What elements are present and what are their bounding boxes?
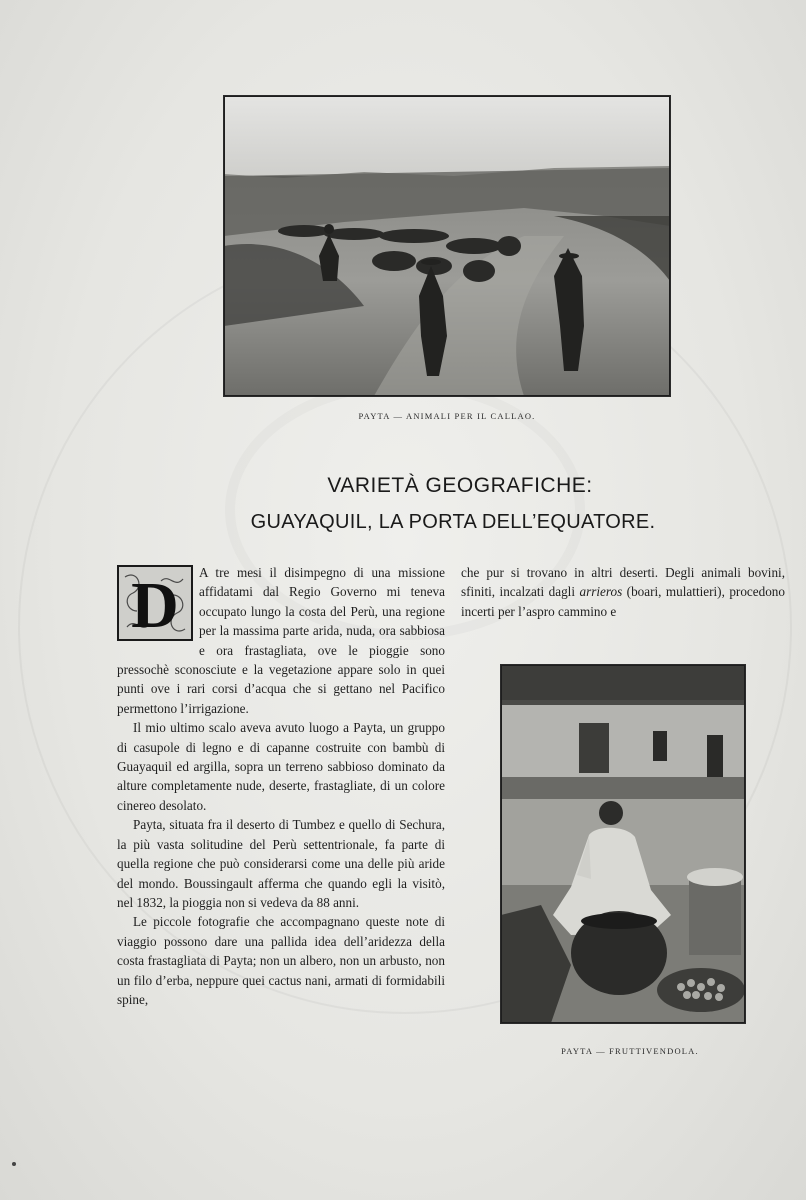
photo-fruit-vendor [501, 665, 745, 1023]
ornament-icon [119, 567, 191, 639]
article-supertitle: VARIETÀ GEOGRAFICHE: [327, 474, 593, 497]
paragraph-1 [117, 563, 445, 718]
continued-text-start: che pur si trovano in altri deserti. Degli animali bovini, sfiniti, incalzati dagli [461, 565, 785, 600]
paragraph-3: Payta, situata fra il deserto di Tumbez e quello di Sechura, la più vasta solitudine del Perù settentrionale, fa parte di quella regione che può considerarsi come una delle più aride del mondo. Boussingault afferma che quando egli la visitò, nel 1832, la pioggia non si vedeva da 88 anni. [117, 817, 445, 910]
top-photo-caption: PAYTA — ANIMALI PER IL CALLAO. [358, 411, 536, 421]
paragraph-continued [461, 563, 785, 621]
initial-letter: D [131, 569, 179, 639]
bottom-photo-caption: PAYTA — FRUTTIVENDOLA. [561, 1046, 699, 1056]
article-left-column [117, 563, 445, 1009]
photo-animals-for-callao [224, 96, 670, 396]
article-right-column [461, 563, 785, 621]
continued-text-end: (boari, mulattieri), procedono incerti per l’aspro cammino e [461, 584, 785, 619]
paragraph-2: Il mio ultimo scalo aveva avuto luogo a Payta, un gruppo di casupole di legno e di capanne costruite con bambù di Guayaquil ed argilla, sopra un terreno sabbioso dominato da alture completamente nude, deserte, frastagliate, di un colore cinereo desolato. [117, 720, 445, 813]
print-speck [12, 1162, 16, 1166]
photo-fruit-vendor-illustration [501, 665, 745, 1023]
paragraph-4: Le piccole fotografie che accompagnano queste note di viaggio possono dare una pallida idea dell’aridezza della costa frastagliata di Payta; non un albero, non un arbusto, non un filo d’erba, neppure quei cactus nani, armati di formidabili spine, [117, 914, 445, 1007]
decorative-initial [117, 565, 193, 641]
article-title: GUAYAQUIL, LA PORTA DELL’EQUATORE. [250, 511, 656, 533]
photo-animals-illustration [224, 96, 670, 396]
paragraph-1-text: A tre mesi il disimpegno di una missione affidatami dal Regio Governo mi teneva occupato lungo la costa del Perù, una regione per la massima parte arida, nuda, ora sabbiosa e ora frastagliata, ove le pioggie sono pressochè sconosciute e la vegetazione appare solo in quei punti ove i rari corsi d’acqua che si gettano nel Pacifico permettono l’irrigazione. [117, 565, 445, 716]
italic-term: arrieros [579, 584, 623, 600]
